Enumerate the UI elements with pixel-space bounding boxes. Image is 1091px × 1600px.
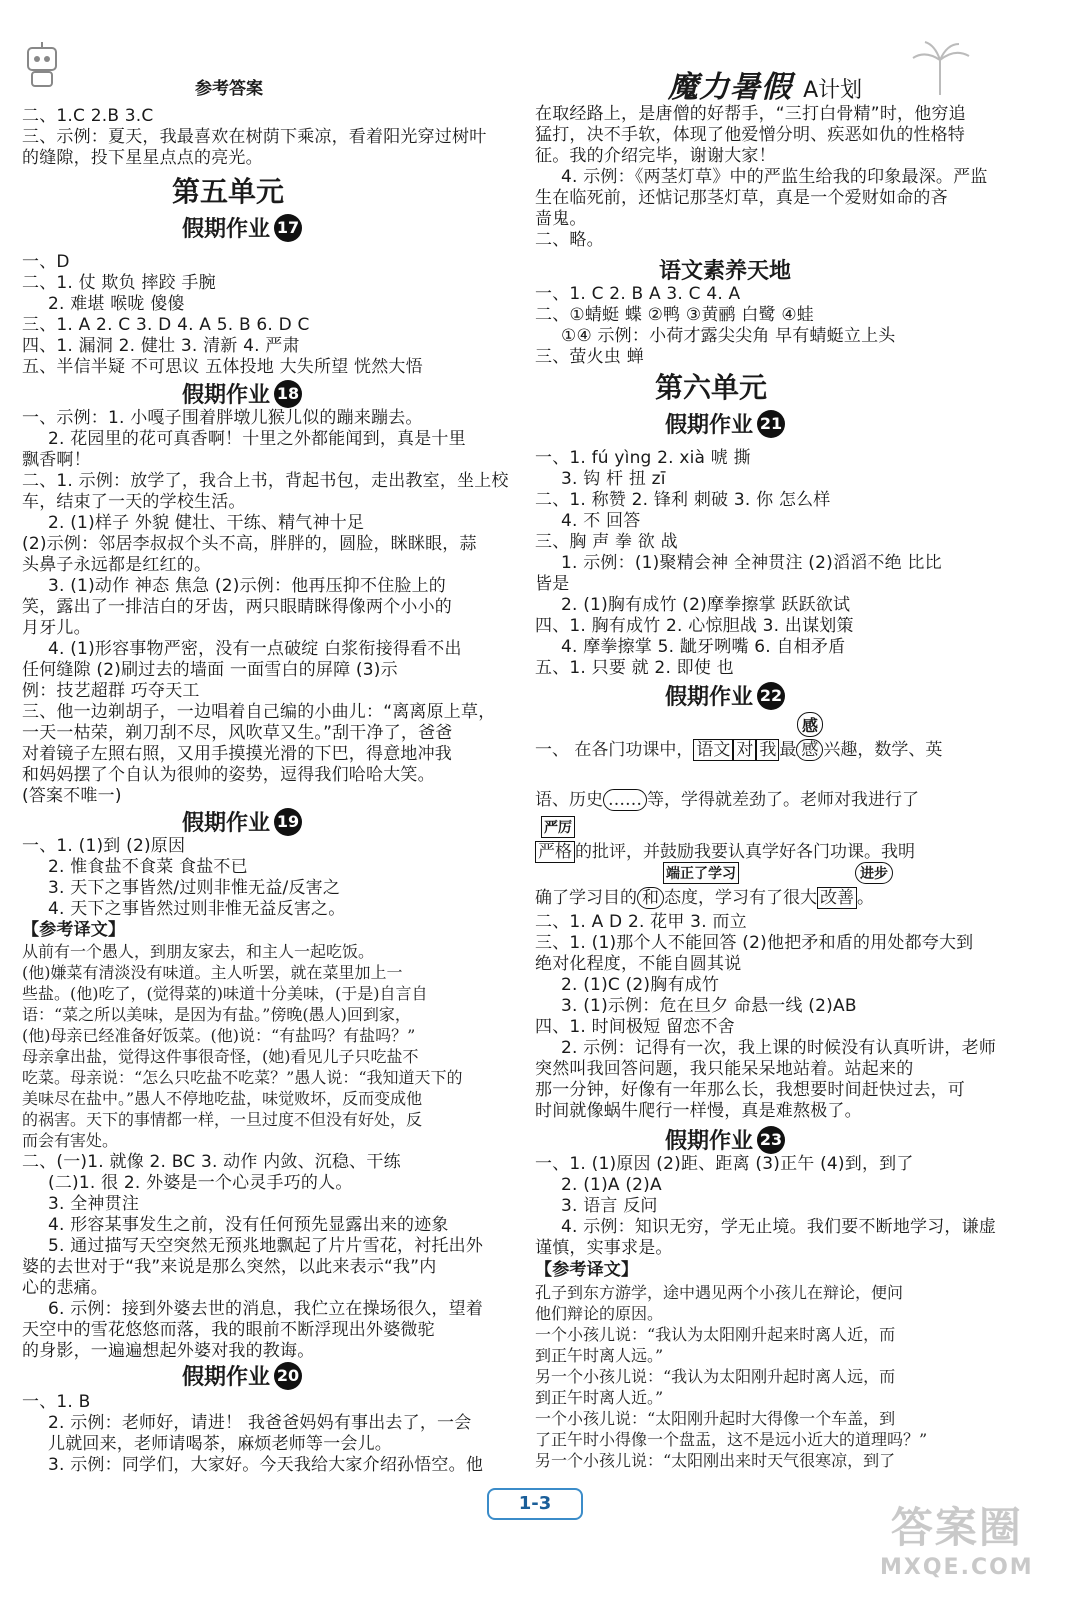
answer-line: 那一分钟，好像有一年那么长，我想要时间赶快过去，可 [535, 1080, 965, 1100]
answer-line: 3. 全神贯注 [48, 1194, 140, 1214]
answer-line: (2)示例：邻居李叔叔个头不高，胖胖的，圆脸，眯眯眼，蒜 [22, 534, 477, 554]
brand-title: 魔力暑假 [668, 70, 792, 105]
homework-label: 假期作业 [665, 413, 754, 438]
translation-line: 而会有害处。 [22, 1131, 119, 1150]
answer-line: 3. (1)示例：危在旦夕 命悬一线 (2)AB [561, 996, 857, 1016]
translation-line: (他)母亲已经准备好饭菜。(他)说：“有盐吗？有盐吗？” [22, 1026, 416, 1045]
answer-line: 一、示例：1. 小嘎子围着胖墩儿猴儿似的蹦来蹦去。 [22, 408, 423, 428]
answer-line: 2. (1)样子 外貌 健壮、干练、精气神十足 [48, 513, 365, 533]
translation-line: 从前有一个愚人，到朋友家去，和主人一起吃饭。 [22, 942, 375, 961]
answer-line: 2. (1)C (2)胸有成竹 [561, 975, 720, 995]
answer-line: 五、半信半疑 不可思议 五体投地 大失所望 恍然大悟 [22, 357, 423, 377]
correction-line: 确了学习目的 和 态度，学习有了很大 改善 。 [535, 888, 874, 908]
translation-line: 一个小孩儿说：“我认为太阳刚升起来时离人近，而 [535, 1325, 896, 1344]
answer-line: 5. 通过描写天空突然无预兆地飘起了片片雪花，衬托出外 [48, 1236, 484, 1256]
brand-header [668, 62, 862, 106]
answer-line: 四、1. 漏洞 2. 健壮 3. 清新 4. 严肃 [22, 336, 300, 356]
translation-line: 些盐。(他)吃了，(觉得菜的)味道十分美味，(于是)自言自 [22, 984, 428, 1003]
homework-label: 假期作业 [182, 383, 271, 408]
holiday-homework-23-heading [665, 1124, 785, 1155]
answer-line: (二)1. 很 2. 外婆是一个心灵手巧的人。 [48, 1173, 353, 1193]
watermark-text: 答案圈 [890, 1503, 1023, 1552]
answer-line: 二、1. 仗 欺负 摔跤 手腕 [22, 273, 216, 293]
answer-line: 和妈妈摆了个自认为很帅的姿势，逗得我们哈哈大笑。 [22, 765, 435, 785]
answer-line: 2. (1)A (2)A [561, 1175, 662, 1195]
answer-line: 三、他一边剃胡子，一边唱着自己编的小曲儿：“离离原上草， [22, 702, 496, 722]
answer-line: 3. (1)动作 神态 焦急 (2)示例：他再压抑不住脸上的 [48, 576, 446, 596]
answer-line: 二、1. 示例：放学了，我合上书，背起书包，走出教室，坐上校 [22, 471, 509, 491]
answer-line: 4. 摩拳擦掌 5. 龇牙咧嘴 6. 自相矛盾 [561, 637, 846, 657]
answer-line: 啬鬼。 [535, 209, 587, 229]
answer-line: 4. 不 回答 [561, 511, 641, 531]
palm-decoration-icon [905, 40, 975, 95]
answer-line: 笑，露出了一排洁白的牙齿，两只眼睛眯得像两个小小的 [22, 597, 452, 617]
answer-line: 头鼻子永远都是红红的。 [22, 555, 212, 575]
answer-line: 生在临死前，还惦记那茎灯草，真是一个爱财如命的吝 [535, 188, 948, 208]
translation-line: 到正午时离人近。” [535, 1388, 664, 1407]
translation-line: (他)嫌菜有清淡没有味道。主人听罢，就在菜里加上一 [22, 963, 403, 982]
answer-line: 天空中的雪花悠悠而落，我的眼前不断浮现出外婆微驼 [22, 1320, 435, 1340]
answer-line: 3. 天下之事皆然/过则非惟无益/反害之 [48, 878, 341, 898]
answer-line: 二、1. A D 2. 花甲 3. 而立 [535, 912, 747, 932]
answer-line: 二、①蜻蜓 蝶 ②鸭 ③黄鹂 白鹭 ④蛙 [535, 305, 814, 325]
robot-decoration-icon [18, 40, 66, 90]
translation-line: 孔子到东方游学，途中遇见两个小孩儿在辩论，便问 [535, 1283, 904, 1302]
answer-line: 飘香啊！ [22, 450, 91, 470]
translation-line: 一个小孩儿说：“太阳刚升起时大得像一个车盖，到 [535, 1409, 896, 1428]
correction-line: 严格 的批评，并鼓励我要认真学好各门功课。我明 [535, 842, 915, 862]
answer-line: 例：技艺超群 巧夺天工 [22, 681, 200, 701]
answer-line: 4. 形容某事发生之前，没有任何预先显露出来的迹象 [48, 1215, 449, 1235]
answer-line: 一、1. fú yìng 2. xià 唬 撕 [535, 448, 751, 468]
answer-line: 3. 示例：同学们，大家好。今天我给大家介绍孙悟空。他 [48, 1455, 484, 1475]
answer-line: 的身影，一遍遍想起外婆对我的教诲。 [22, 1341, 315, 1361]
answer-line: 三、1. (1)那个人不能回答 (2)他把矛和盾的用处都夸大到 [535, 933, 974, 953]
answer-line: 一、D [22, 252, 70, 272]
correction-line: 语、历史 …… 等，学得就差劲了。老师对我进行了 [535, 790, 919, 810]
translation-label: 【参考译文】 [22, 920, 126, 940]
homework-label: 假期作业 [182, 811, 271, 836]
holiday-homework-20-heading [182, 1360, 302, 1391]
homework-number-badge: 17 [274, 214, 302, 242]
answer-line: 6. 示例：接到外婆去世的消息，我伫立在操场很久，望着 [48, 1299, 484, 1319]
watermark [880, 1495, 1034, 1580]
answer-line: 二、略。 [535, 230, 604, 250]
homework-number-badge: 20 [274, 1362, 302, 1390]
answer-line: 三、萤火虫 蝉 [535, 347, 644, 367]
answer-line: 一天一枯荣，剃刀刮不尽，风吹草又生。”刮干净了，爸爸 [22, 723, 453, 743]
translation-line: 另一个小孩儿说：“太阳刚出来时天气很寒凉，到了 [535, 1451, 896, 1470]
answer-line: 在取经路上，是唐僧的好帮手，“三打白骨精”时，他穷追 [535, 104, 966, 124]
answer-line: 突然叫我回答问题，我只能呆呆地站着。站起来的 [535, 1059, 914, 1079]
homework-label: 假期作业 [665, 685, 754, 710]
correction-line: 一、 在各门功课中， 语文 对 我 最 感 兴趣，数学、英 [535, 740, 943, 760]
answer-line: 1. 示例：(1)聚精会神 全神贯注 (2)滔滔不绝 比比 [561, 553, 942, 573]
answer-line: 3. 语言 反问 [561, 1196, 658, 1216]
translation-line: 吃菜。母亲说：“怎么只吃盐不吃菜？”愚人说：“我知道天下的 [22, 1068, 463, 1087]
homework-label: 假期作业 [665, 1129, 754, 1154]
unit-5-title: 第五单元 [172, 175, 285, 208]
homework-number-badge: 22 [757, 682, 785, 710]
answer-title: 参考答案 [195, 79, 263, 99]
answer-line: 任何缝隙 (2)刷过去的墙面 一面雪白的屏障 (3)示 [22, 660, 398, 680]
answer-line: 一、1. (1)到 (2)原因 [22, 836, 186, 856]
insert-mark: 感 [797, 712, 823, 737]
answer-line: 心的悲痛。 [22, 1278, 108, 1298]
answer-line: 猛打，决不手软，体现了他爱憎分明、疾恶如仇的性格特 [535, 125, 965, 145]
answer-line: ①④ 示例：小荷才露尖尖角 早有蜻蜓立上头 [561, 326, 896, 346]
translation-label: 【参考译文】 [535, 1260, 639, 1280]
answer-line: 对着镜子左照右照，又用手摸摸光滑的下巴，得意地冲我 [22, 744, 452, 764]
translation-line: 了正午时小得像一个盘盂，这不是远小近大的道理吗？” [535, 1430, 928, 1449]
answer-line: 四、1. 胸有成竹 2. 心惊胆战 3. 出谋划策 [535, 616, 854, 636]
holiday-homework-18-heading [182, 378, 302, 409]
answer-line: 绝对化程度，不能自圆其说 [535, 954, 742, 974]
answer-line: 4. 示例：知识无穷，学无止境。我们要不断地学习，谦虚 [561, 1217, 997, 1237]
insert-mark: 进步 [855, 862, 893, 884]
answer-line: 儿就回来，老师请喝茶，麻烦老师等一会儿。 [48, 1434, 392, 1454]
answer-line: 车，结束了一天的学校生活。 [22, 492, 246, 512]
holiday-homework-17-heading [182, 212, 302, 243]
answer-line: (答案不唯一) [22, 786, 122, 806]
translation-line: 的祸害。天下的事情都一样，一旦过度不但没有好处，反 [22, 1110, 423, 1129]
answer-line: 4. 天下之事皆然过则非惟无益反害之。 [48, 899, 346, 919]
holiday-homework-19-heading [182, 806, 302, 837]
translation-line: 另一个小孩儿说：“我认为太阳刚升起时离人远，而 [535, 1367, 896, 1386]
answer-line: 一、1. C 2. B A 3. C 4. A [535, 284, 741, 304]
insert-mark: 端正了学习 [663, 862, 739, 884]
answer-line: 四、1. 时间极短 留恋不舍 [535, 1017, 735, 1037]
translation-line: 他们辩论的原因。 [535, 1304, 664, 1323]
answer-line: 一、1. (1)原因 (2)距、距离 (3)正午 (4)到，到了 [535, 1154, 914, 1174]
translation-line: 母亲拿出盐，觉得这件事很奇怪，(她)看见儿子只吃盐不 [22, 1047, 419, 1066]
answer-line: 五、1. 只要 就 2. 即使 也 [535, 658, 734, 678]
insert-mark: 严厉 [541, 816, 575, 838]
page-number: 1-3 [487, 1488, 583, 1520]
answer-line: 三、示例：夏天，我最喜欢在树荫下乘凉，看着阳光穿过树叶 [22, 127, 487, 147]
translation-line: 到正午时离人远。” [535, 1346, 664, 1365]
homework-number-badge: 21 [757, 410, 785, 438]
answer-line: 皆是 [535, 574, 570, 594]
answer-line: 二、1.C 2.B 3.C [22, 106, 154, 126]
answer-line: 2. (1)胸有成竹 (2)摩拳擦掌 跃跃欲试 [561, 595, 851, 615]
translation-line: 美味尽在盐中。”愚人不停地吃盐，味觉败坏，反而变成他 [22, 1089, 423, 1108]
answer-line: 三、1. A 2. C 3. D 4. A 5. B 6. D C [22, 315, 310, 335]
answer-line: 时间就像蜗牛爬行一样慢，真是难熬极了。 [535, 1101, 862, 1121]
answer-line: 三、胸 声 拳 欲 战 [535, 532, 678, 552]
answer-line: 的缝隙，投下星星点点的亮光。 [22, 148, 263, 168]
holiday-homework-21-heading [665, 408, 785, 439]
answer-line: 2. 示例：老师好，请进！ 我爸爸妈妈有事出去了，一会 [48, 1413, 472, 1433]
literacy-section-title: 语文素养天地 [659, 259, 792, 284]
answer-line: 2. 花园里的花可真香啊！十里之外都能闻到，真是十里 [48, 429, 466, 449]
answer-line: 2. 难堪 喉咙 傻傻 [48, 294, 185, 314]
answer-line: 2. 示例：记得有一次，我上课的时候没有认真听讲，老师 [561, 1038, 997, 1058]
answer-line: 3. 钩 杆 扭 zī [561, 469, 666, 489]
answer-line: 征。我的介绍完毕，谢谢大家！ [535, 146, 776, 166]
answer-line: 二、1. 称赞 2. 锋利 刺破 3. 你 怎么样 [535, 490, 831, 510]
answer-line: 婆的去世对于“我”来说是那么突然，以此来表示“我”内 [22, 1257, 437, 1277]
answer-line: 4. 示例：《两茎灯草》中的严监生给我的印象最深。严监 [561, 167, 988, 187]
homework-label: 假期作业 [182, 1365, 271, 1390]
answer-line: 谨慎，实事求是。 [535, 1238, 673, 1258]
watermark-url: MXQE.COM [880, 1555, 1034, 1580]
unit-6-title: 第六单元 [655, 371, 768, 404]
answer-line: 4. (1)形容事物严密，没有一点破绽 白浆衔接得看不出 [48, 639, 462, 659]
homework-number-badge: 19 [274, 808, 302, 836]
answer-line: 2. 惟食盐不食菜 食盐不已 [48, 857, 248, 877]
answer-line: 一、1. B [22, 1392, 91, 1412]
translation-line: 语：“菜之所以美味，是因为有盐。”傍晚(愚人)回到家， [22, 1005, 411, 1024]
homework-number-badge: 18 [274, 380, 302, 408]
answer-line: 二、(一)1. 就像 2. BC 3. 动作 内敛、沉稳、干练 [22, 1152, 401, 1172]
holiday-homework-22-heading [665, 680, 785, 711]
homework-label: 假期作业 [182, 217, 271, 242]
homework-number-badge: 23 [757, 1126, 785, 1154]
answer-line: 月牙儿。 [22, 618, 91, 638]
plan-label: A计划 [803, 78, 863, 103]
